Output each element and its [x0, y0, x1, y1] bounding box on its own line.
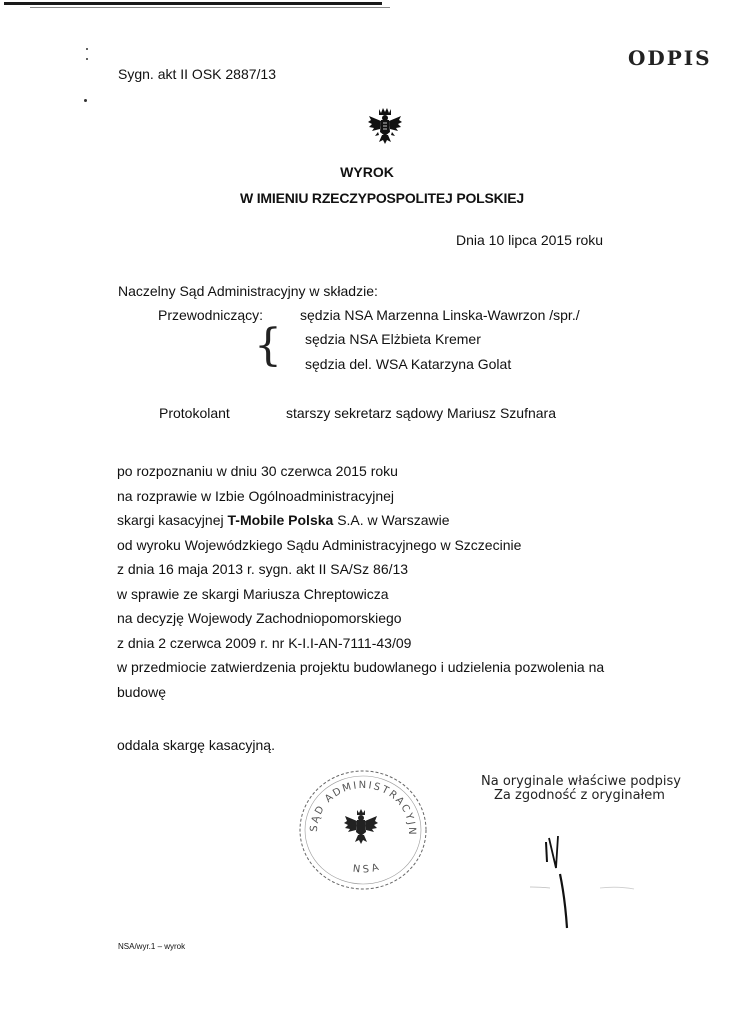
seal-bottom-text: NSA: [352, 861, 383, 876]
certification-line-2: Za zgodność z oryginałem: [494, 788, 665, 803]
body-line: w przedmiocie zatwierdzenia projektu budowlanego i udzielenia pozwolenia na: [117, 659, 605, 675]
body-line: na decyzję Wojewody Zachodniopomorskiego: [117, 610, 402, 626]
body-line: z dnia 16 maja 2013 r. sygn. akt II SA/Sz 86/13: [117, 561, 409, 577]
body-line: budowę: [117, 684, 167, 700]
clerk-label: Protokolant: [159, 405, 230, 421]
body-line: w sprawie ze skargi Mariusza Chreptowicza: [117, 586, 389, 602]
svg-text:NSA: [352, 861, 383, 876]
court-panel-intro: Naczelny Sąd Administracyjny w składzie:: [118, 283, 378, 299]
document-subtitle: W IMIENIU RZECZYPOSPOLITEJ POLSKIEJ: [240, 190, 524, 206]
appeal-line: [117, 512, 449, 528]
scan-speck: [84, 99, 87, 102]
judges-brace: {: [254, 320, 282, 371]
document-title: WYROK: [340, 164, 394, 180]
scan-speck: [86, 58, 88, 60]
body-line: z dnia 2 czerwca 2009 r. nr K-I.I-AN-7111-43/09: [117, 635, 412, 651]
body-line: od wyroku Wojewódzkiego Sądu Administracyjnego w Szczecinie: [117, 537, 522, 553]
appeal-suffix: S.A. w Warszawie: [333, 512, 450, 528]
scan-border-line: [4, 2, 382, 5]
chair-label: Przewodniczący:: [158, 307, 264, 323]
court-seal: [297, 768, 429, 892]
scan-speck: [86, 48, 88, 50]
body-line: na rozprawie w Izbie Ogólnoadministracyjnej: [117, 488, 395, 504]
polish-eagle-icon: [366, 106, 404, 146]
body-line: po rozpoznaniu w dniu 30 czerwca 2015 roku: [117, 463, 398, 479]
decision-text: oddala skargę kasacyjną.: [117, 737, 275, 753]
case-number: Sygn. akt II OSK 2887/13: [118, 66, 276, 82]
scan-border-line-thin: [30, 7, 390, 8]
appeal-prefix: skargi kasacyjnej: [117, 512, 228, 528]
form-code: NSA/wyr.1 – wyrok: [118, 942, 186, 951]
chair-name: sędzia NSA Marzenna Linska-Wawrzon /spr./: [300, 307, 580, 323]
appeal-company: T-Mobile Polska: [227, 512, 334, 528]
copy-stamp: ODPIS: [628, 46, 712, 70]
judgment-date: Dnia 10 lipca 2015 roku: [456, 232, 604, 248]
handwritten-signature: [530, 828, 650, 932]
judge-name: sędzia NSA Elżbieta Kremer: [305, 331, 481, 347]
judge-name: sędzia del. WSA Katarzyna Golat: [305, 356, 512, 372]
certification-line-1: Na oryginale właściwe podpisy: [481, 774, 682, 789]
clerk-name: starszy sekretarz sądowy Mariusz Szufnara: [286, 405, 556, 421]
seal-top-text: SĄD ADMINISTRACYJN: [308, 779, 418, 837]
